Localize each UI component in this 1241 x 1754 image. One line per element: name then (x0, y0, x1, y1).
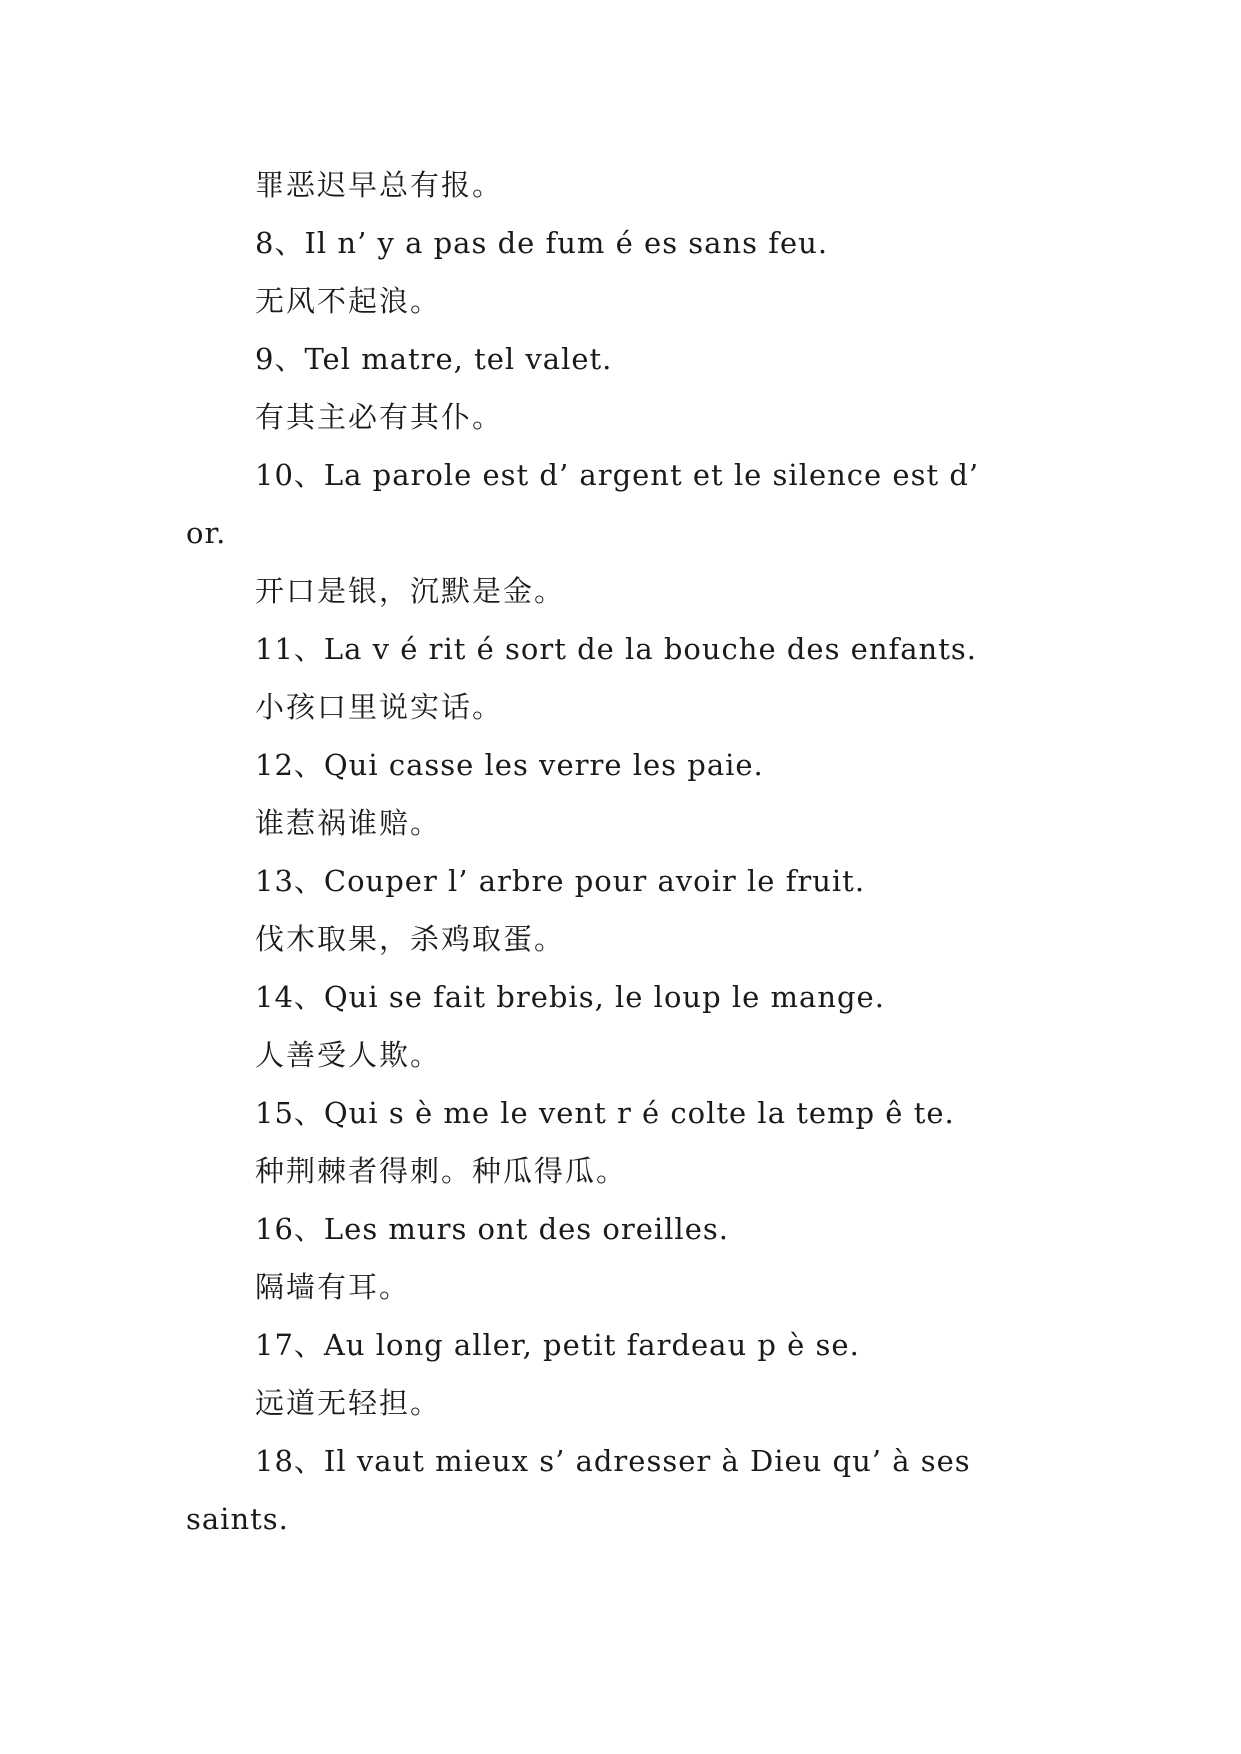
text-line: 无风不起浪。 (255, 284, 442, 318)
text-line: 8、Il n’ y a pas de fum é es sans feu. (255, 226, 829, 260)
text-line: 17、Au long aller, petit fardeau p è se. (255, 1328, 860, 1362)
text-line: 有其主必有其仆。 (255, 400, 504, 434)
text-line: 12、Qui casse les verre les paie. (255, 748, 764, 782)
text-line: 13、Couper l’ arbre pour avoir le fruit. (255, 864, 866, 898)
text-line: 10、La parole est d’ argent et le silence est d’ (255, 458, 980, 492)
text-line: 种荆棘者得刺。种瓜得瓜。 (255, 1154, 628, 1188)
text-line: 开口是银，沉默是金。 (255, 574, 566, 608)
text-line: 16、Les murs ont des oreilles. (255, 1212, 729, 1246)
text-line: 人善受人欺。 (255, 1038, 442, 1072)
text-line: 隔墙有耳。 (255, 1270, 411, 1304)
text-line: saints. (186, 1502, 289, 1536)
text-line: 罪恶迟早总有报。 (255, 168, 504, 202)
text-line: 谁惹祸谁赔。 (255, 806, 442, 840)
text-line: 小孩口里说实话。 (255, 690, 504, 724)
text-line: 伐木取果，杀鸡取蛋。 (255, 922, 566, 956)
text-line: or. (186, 516, 227, 550)
text-line: 远道无轻担。 (255, 1386, 442, 1420)
text-line: 11、La v é rit é sort de la bouche des enfants. (255, 632, 977, 666)
text-line: 14、Qui se fait brebis, le loup le mange. (255, 980, 885, 1014)
text-line: 18、Il vaut mieux s’ adresser à Dieu qu’ à ses (255, 1444, 971, 1478)
text-line: 15、Qui s è me le vent r é colte la temp ê te. (255, 1096, 955, 1130)
text-line: 9、Tel matre, tel valet. (255, 342, 613, 376)
